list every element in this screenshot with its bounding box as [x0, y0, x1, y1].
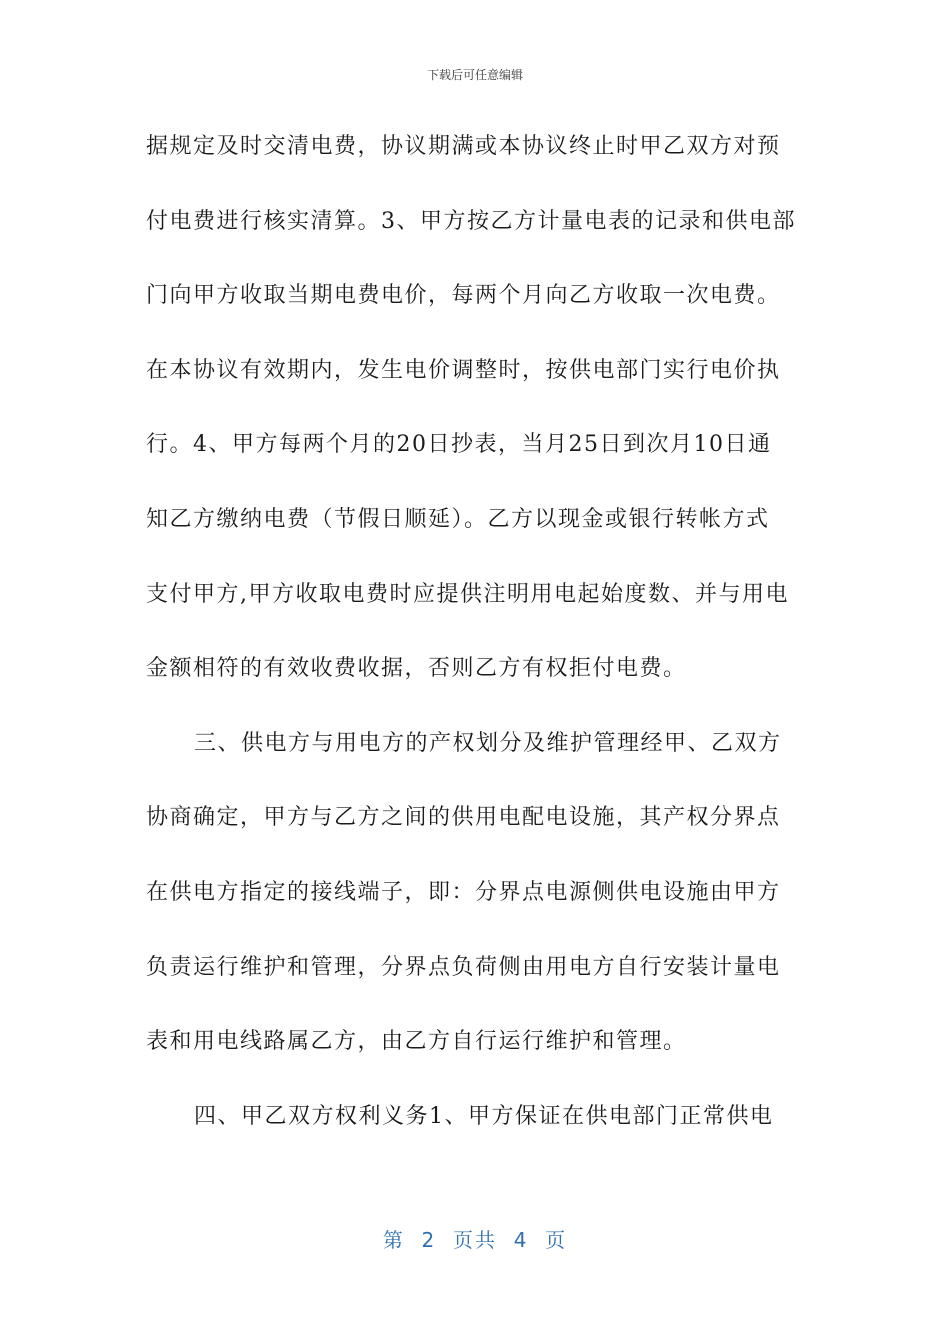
text-line: 门向甲方收取当期电费电价，每两个月向乙方收取一次电费。	[146, 283, 781, 309]
section-3-first-line: 三、供电方与用电方的产权划分及维护管理经甲、乙双方	[194, 730, 782, 756]
text-line: 表和用电线路属乙方，由乙方自行运行维护和管理。	[146, 1029, 687, 1055]
page-number-label: 第 2 页共 4 页	[382, 1228, 568, 1252]
text-line: 据规定及时交清电费，协议期满或本协议终止时甲乙双方对预	[146, 134, 781, 159]
text-line: 协商确定，甲方与乙方之间的供用电配电设施，其产权分界点	[146, 805, 781, 831]
document-body	[146, 110, 810, 1154]
text-line: 付电费进行核实清算。3、甲方按乙方计量电表的记录和供电部	[146, 208, 796, 234]
text-line: 金额相符的有效收费收据，否则乙方有权拒付电费。	[146, 656, 687, 682]
text-line: 负责运行维护和管理，分界点负荷侧由用电方自行安装计量电	[146, 954, 781, 980]
header-note: 下载后可任意编辑	[426, 68, 523, 82]
section-4-first-line: 四、甲乙双方权利义务1、甲方保证在供电部门正常供电	[194, 1103, 774, 1129]
page-number-footer	[0, 1224, 950, 1253]
text-line: 行。4、甲方每两个月的20日抄表，当月25日到次月10日通	[146, 432, 772, 458]
text-line: 支付甲方,甲方收取电费时应提供注明用电起始度数、并与用电	[146, 581, 789, 607]
text-line: 在供电方指定的接线端子，即：分界点电源侧供电设施由甲方	[146, 879, 781, 905]
text-line: 知乙方缴纳电费（节假日顺延）。乙方以现金或银行转帐方式	[146, 506, 770, 532]
text-line: 在本协议有效期内，发生电价调整时，按供电部门实行电价执	[146, 357, 781, 383]
